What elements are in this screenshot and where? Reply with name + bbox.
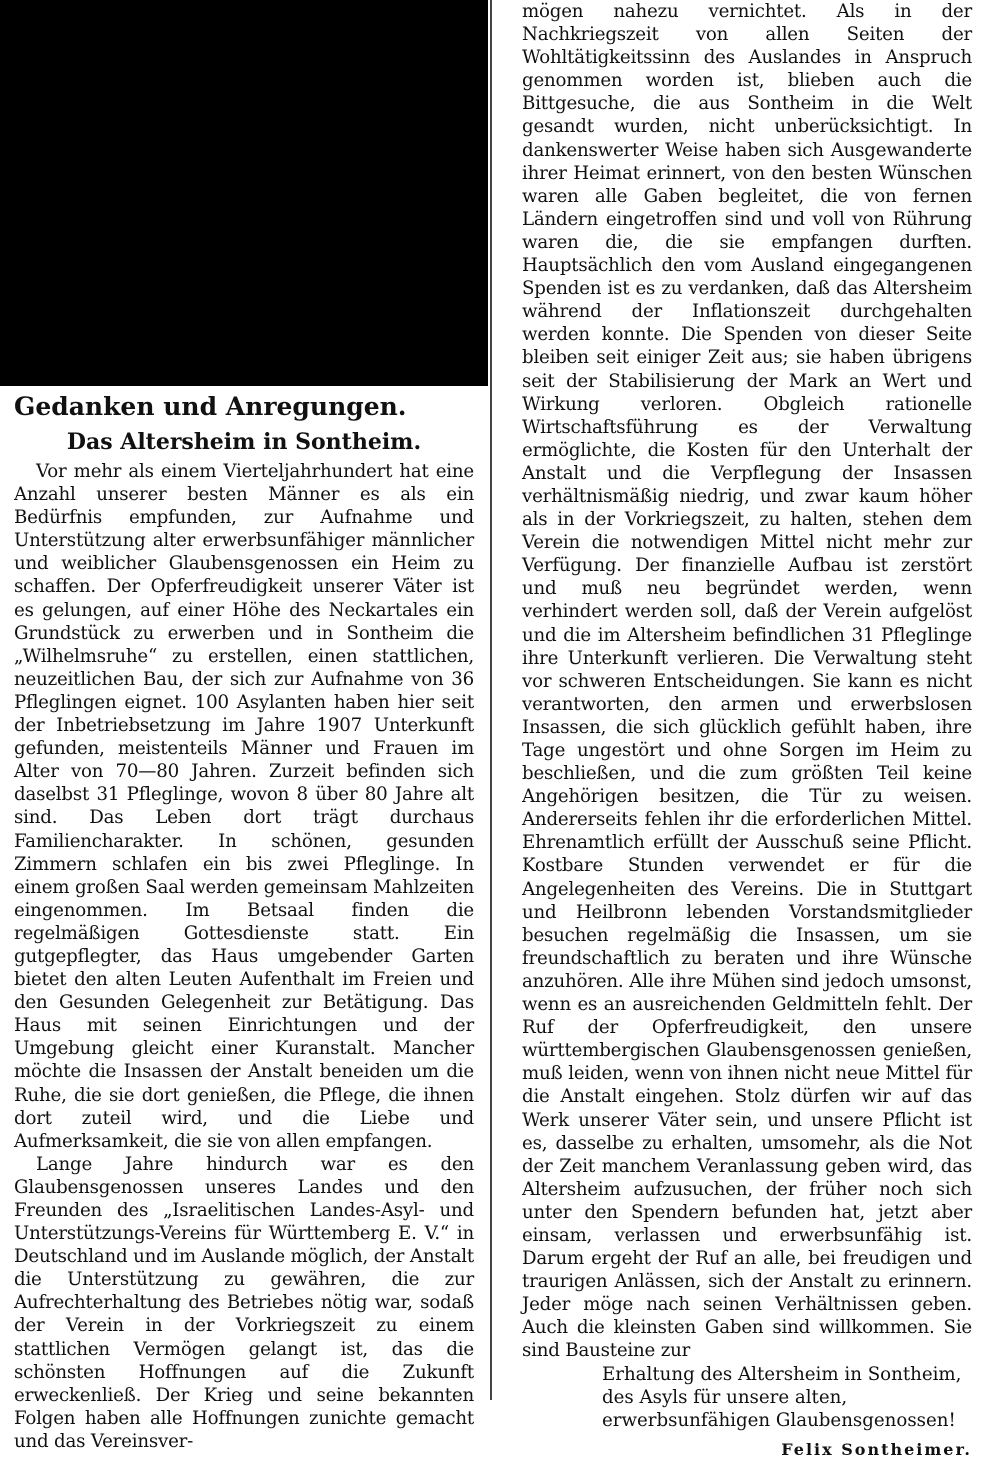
article-title: Das Altersheim in Sontheim. — [66, 429, 422, 455]
section-title: Gedanken und Anregungen. — [14, 392, 407, 421]
right-column — [522, 0, 972, 1464]
column-divider — [490, 0, 492, 1400]
redacted-block — [0, 0, 488, 386]
closing-line: Erhaltung des Altersheim in Sontheim, — [602, 1363, 962, 1385]
closing-block — [602, 1363, 972, 1432]
paragraph: Vor mehr als einem Vierteljahrhundert hat eine Anzahl unserer besten Männer es als ein Bedürfnis empfunden, zur Aufnahme und Unterstützung alter erwerbsunfähiger männlicher und weiblicher Glaubensgenossen ein Heim zu schaffen. Der Opferfreudigkeit unserer Väter ist es gelungen, auf einer Höhe des Neckartales ein Grundstück zu erwerben und in Sontheim die „Wilhelmsruhe“ zu erstellen, einen stattlichen, neuzeitlichen Bau, der sich zur Aufnahme von 36 Pfleglingen eignet. 100 Asylanten haben hier seit der Inbetriebsetzung im Jahre 1907 Unterkunft gefunden, meistenteils Männer und Frauen im Alter von 70—80 Jahren. Zurzeit befinden sich daselbst 31 Pfleglinge, wovon 8 über 80 Jahre alt sind. Das Leben dort trägt durchaus Familiencharakter. In schönen, gesunden Zimmern schlafen ein bis zwei Pfleglinge. In einem großen Saal werden gemeinsam Mahlzeiten eingenommen. Im Betsaal finden die regelmäßigen Gottesdienste statt. Ein gutgepflegter, das Haus umgebender Garten bietet den alten Leuten Aufenthalt im Freien und den Gesunden Gelegenheit zur Betätigung. Das Haus mit seinen Einrichtungen und der Umgebung gleicht einer Kuranstalt. Mancher möchte die Insassen der Anstalt beneiden um die Ruhe, die sie dort genießen, die Pflege, die ihnen dort zuteil wird, und die Liebe und Aufmerksamkeit, die sie von allen empfangen. — [14, 461, 474, 1152]
left-column — [14, 386, 474, 1453]
paragraph: Lange Jahre hindurch war es den Glaubensgenossen unseres Landes und den Freunden des „Israelitischen Landes-Asyl- und Unterstützungs-Vereins für Württemberg E. V.“ in Deutschland und im Auslande möglich, der Anstalt die Unterstützung zu gewähren, die zur Aufrechterhaltung des Betriebes nötig war, sodaß der Verein in der Vorkriegszeit zu einem stattlichen Vermögen gelangt ist, das die schönsten Hoffnungen auf die Zukunft erweckenließ. Der Krieg und seine bekannten Folgen haben alle Hoffnungen zunichte gemacht und das Vereinsver- — [14, 1153, 474, 1452]
author-signature: Felix Sontheimer. — [781, 1439, 972, 1459]
paragraph: mögen nahezu vernichtet. Als in der Nachkriegszeit von allen Seiten der Wohltätigkeitssinn des Auslandes in Anspruch genommen worden ist, blieben auch die Bittgesuche, die aus Sontheim in die Welt gesandt wurden, nicht unberücksichtigt. In dankenswerter Weise haben sich Ausgewanderte ihrer Heimat erinnert, von den besten Wünschen waren alle Gaben begleitet, die von fernen Ländern eingetroffen sind und voll von Rührung waren die, die sie empfangen durften. Hauptsächlich den vom Ausland eingegangenen Spenden ist es zu verdanken, daß das Altersheim während der Inflationszeit durchgehalten werden konnte. Die Spenden von dieser Seite bleiben seit einiger Zeit aus; sie haben übrigens seit der Stabilisierung der Mark an Wert und Wirkung verloren. Obgleich rationelle Wirtschaftsführung es der Verwaltung ermöglichte, die Kosten für den Unterhalt der Anstalt und die Verpflegung der Insassen verhältnismäßig niedrig, und zwar kaum höher als in der Vorkriegszeit, zu halten, stehen dem Verein die notwendigen Mittel nicht mehr zur Verfügung. Der finanzielle Aufbau ist zerstört und muß neu begründet werden, wenn verhindert werden soll, daß der Verein aufgelöst und die im Altersheim befindlichen 31 Pfleglinge ihre Unterkunft verlieren. Die Verwaltung steht vor schweren Entscheidungen. Sie kann es nicht verantworten, den armen und erwerbslosen Insassen, die sich glücklich gefühlt haben, ihre Tage ungestört und ohne Sorgen im Heim zu beschließen, und die zum größten Teil keine Angehörigen besitzen, die Tür zu weisen. Andererseits fehlen ihr die erforderlichen Mittel. Ehrenamtlich erfüllt der Ausschuß seine Pflicht. Kostbare Stunden verwendet er für die Angelegenheiten des Vereins. Die in Stuttgart und Heilbronn lebenden Vorstandsmitglieder besuchen regelmäßig die Insassen, um sie freundschaftlich zu beraten und ihre Wünsche anzuhören. Alle ihre Mühen sind jedoch umsonst, wenn es an ausreichenden Geldmitteln fehlt. Der Ruf der Opferfreudigkeit, den unsere württembergischen Glaubensgenossen genießen, muß leiden, wenn von ihnen nicht neue Mittel für die Anstalt eingehen. Stolz dürfen wir auf das Werk unserer Väter sein, und unsere Pflicht ist es, dasselbe zu erhalten, umsomehr, als die Not der Zeit manchem Veranlassung geben wird, das Altersheim aufzusuchen, der früher noch sich unter den Spendern befunden hat, jetzt aber einsam, verlassen und erwerbsunfähig ist. Darum ergeht der Ruf an alle, bei freudigen und traurigen Anlässen, sich der Anstalt zu erinnern. Jeder möge nach seinen Verhältnissen geben. Auch die kleinsten Gaben sind willkommen. Sie sind Bausteine zur — [522, 1, 972, 1362]
closing-line: des Asyls für unsere alten, — [602, 1386, 848, 1408]
closing-line: erwerbsunfähigen Glaubensgenossen! — [602, 1409, 956, 1431]
